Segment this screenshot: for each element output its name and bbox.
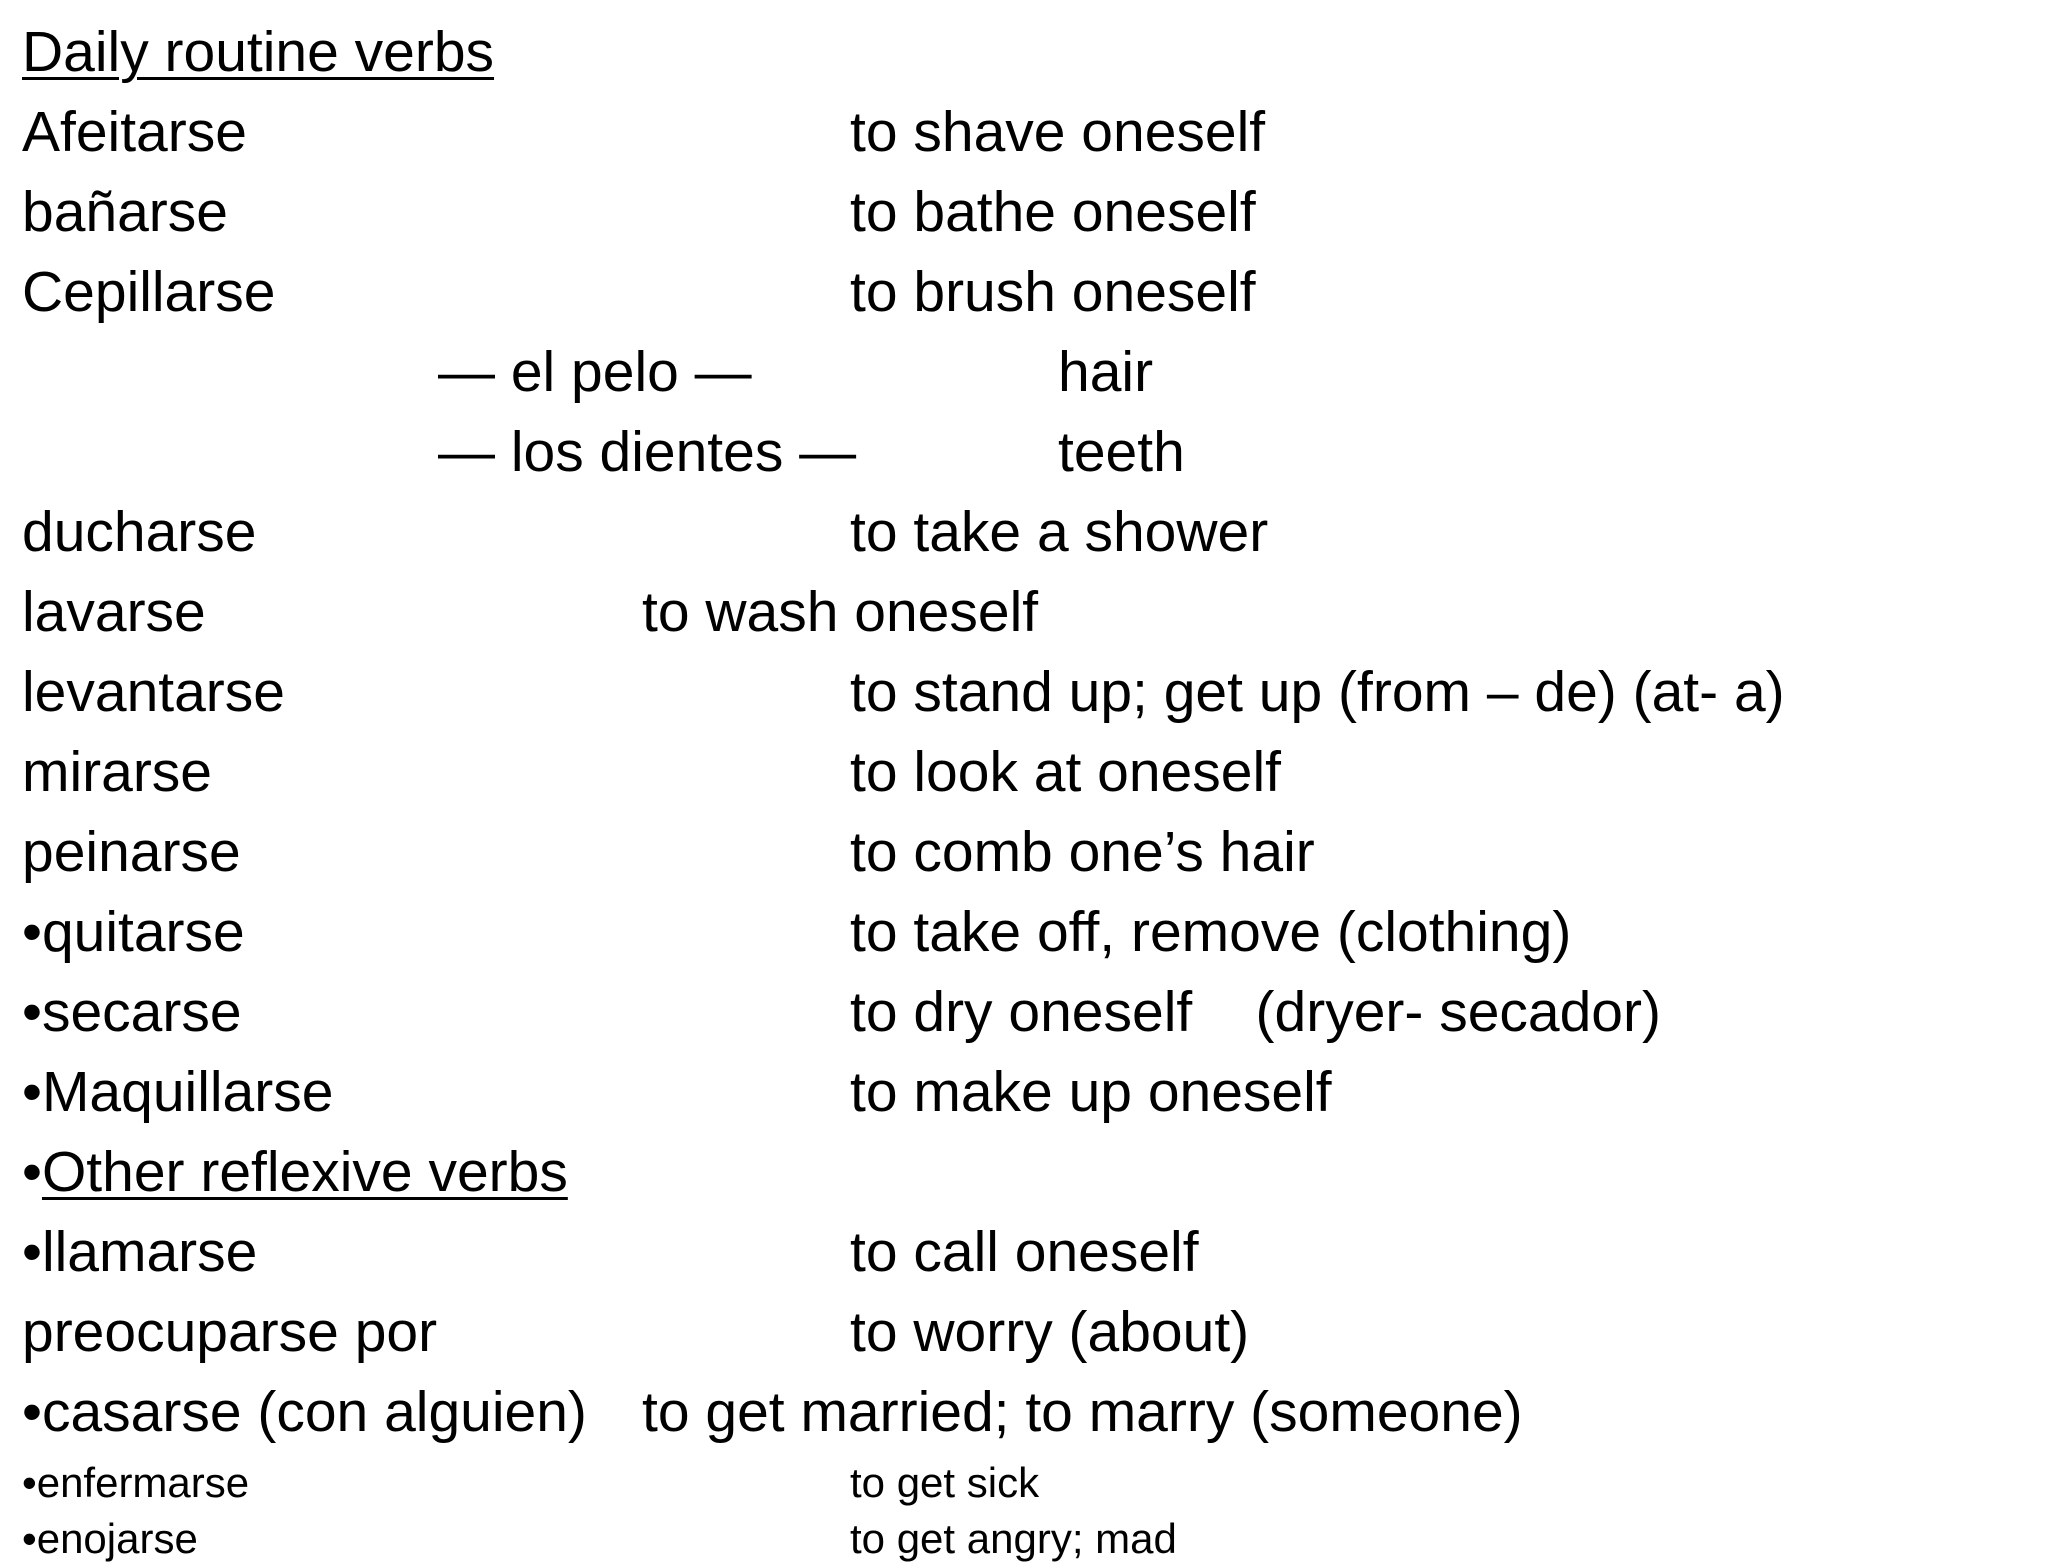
english-meaning: to take off, remove (clothing) <box>850 900 1572 964</box>
english-meaning: to brush oneself <box>850 260 1256 324</box>
spanish-verb: lavarse <box>22 580 206 644</box>
spanish-verb: •secarse <box>22 980 242 1044</box>
english-meaning: to take a shower <box>850 500 1269 564</box>
spanish-sub-phrase: — el pelo — <box>438 340 752 404</box>
spanish-verb: •enojarse <box>22 1515 198 1562</box>
spanish-verb: Cepillarse <box>22 260 276 324</box>
spanish-verb: ducharse <box>22 500 257 564</box>
english-meaning: to stand up; get up (from – de) (at- a) <box>850 660 1785 724</box>
section-title: Other reflexive verbs <box>41 1140 568 1204</box>
spanish-verb: bañarse <box>22 180 228 244</box>
spanish-verb: •enfermarse <box>22 1459 250 1506</box>
english-meaning: to worry (about) <box>850 1300 1250 1364</box>
english-sub-meaning: teeth <box>1058 420 1185 484</box>
spanish-verb: •casarse (con alguien) <box>22 1380 587 1444</box>
spanish-verb: Afeitarse <box>22 100 247 164</box>
spanish-verb: •llamarse <box>22 1220 258 1284</box>
section-heading <box>22 1140 568 1204</box>
english-meaning: to get sick <box>850 1459 1040 1506</box>
english-meaning: to shave oneself <box>850 100 1266 164</box>
spanish-verb: peinarse <box>22 820 241 884</box>
spanish-verb: •quitarse <box>22 900 245 964</box>
english-sub-meaning: hair <box>1058 340 1154 404</box>
spanish-verb: preocuparse por <box>22 1300 438 1364</box>
english-meaning: to look at oneself <box>850 740 1281 804</box>
english-meaning: to get angry; mad <box>850 1515 1177 1562</box>
english-meaning: to call oneself <box>850 1220 1199 1284</box>
spanish-verb: mirarse <box>22 740 213 804</box>
spanish-sub-phrase: — los dientes — <box>438 420 857 484</box>
english-meaning: to get married; to marry (someone) <box>642 1380 1523 1444</box>
section-bullet: • <box>22 1140 42 1204</box>
english-meaning: to make up oneself <box>850 1060 1332 1124</box>
spanish-verb: levantarse <box>22 660 285 724</box>
spanish-verb: •Maquillarse <box>22 1060 334 1124</box>
slide-title: Daily routine verbs <box>22 20 495 84</box>
english-meaning: to dry oneself (dryer- secador) <box>850 980 1661 1044</box>
english-meaning: to comb one’s hair <box>850 820 1315 884</box>
english-meaning: to wash oneself <box>642 580 1039 644</box>
english-meaning: to bathe oneself <box>850 180 1256 244</box>
